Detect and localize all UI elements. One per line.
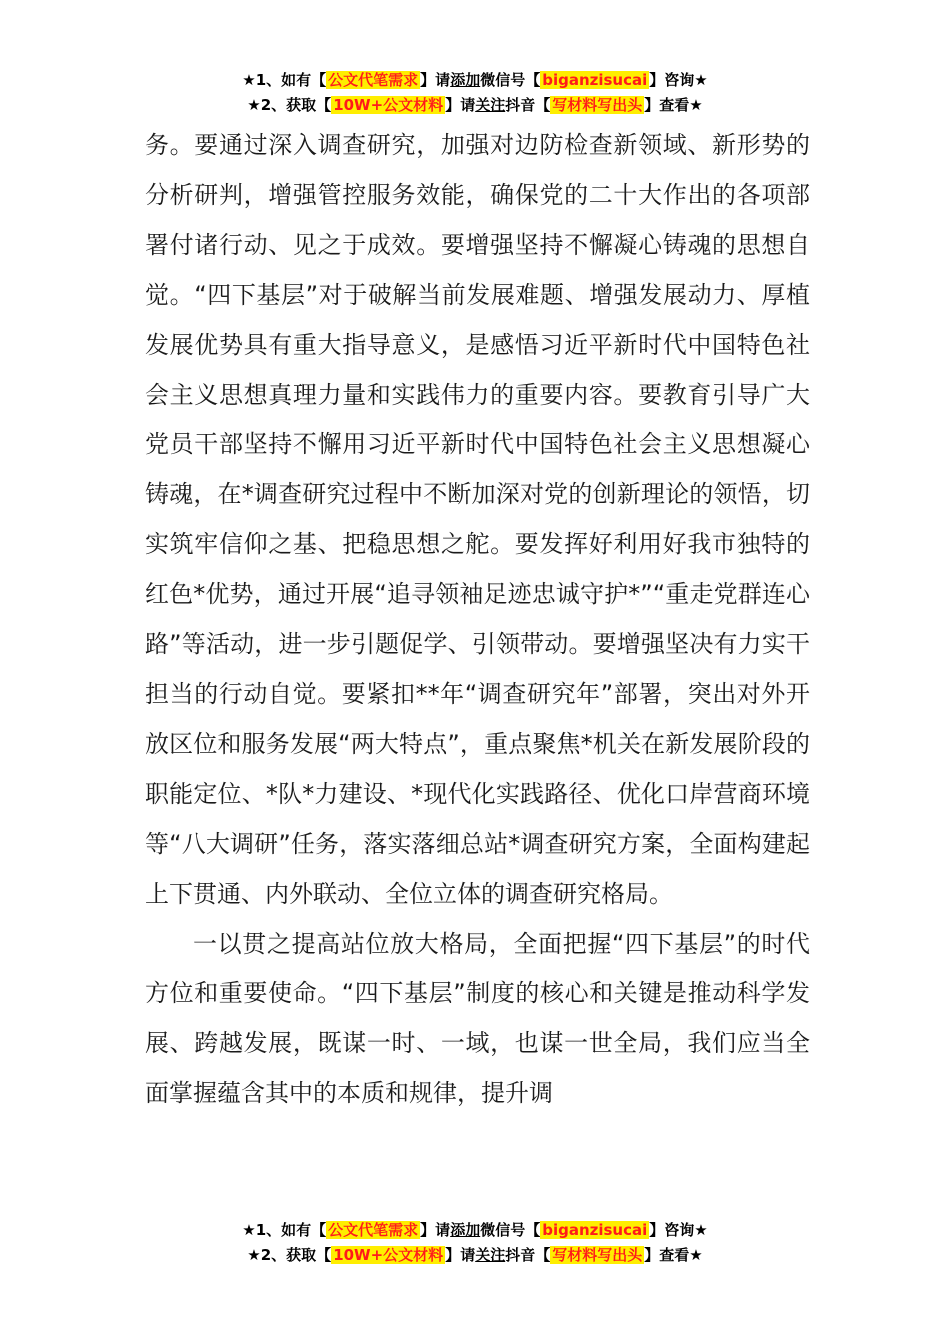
promo-text: ★1、如有【	[242, 71, 327, 89]
promo-line-2	[0, 93, 950, 118]
promo-banner-bottom	[0, 1218, 950, 1268]
promo-line-1	[0, 1218, 950, 1243]
promo-douyin-id: 写材料写出头	[552, 1246, 643, 1264]
promo-emphasis: 添加	[450, 71, 481, 89]
promo-text: 抖音【	[505, 96, 551, 114]
promo-text: 】咨询★	[649, 71, 708, 89]
promo-text: 】请	[420, 71, 451, 89]
promo-wechat-id: biganzisucai	[542, 71, 648, 89]
paragraph-2: 一以贯之提高站位放大格局，全面把握“四下基层”的时代方位和重要使命。“四下基层”制度的核心和关键是推动科学发展、跨越发展，既谋一时、一域，也谋一世全局，我们应当全面掌握蕴含其中的本质和规律，提升调	[145, 929, 810, 1108]
promo-emphasis: 关注	[475, 96, 506, 114]
promo-highlight: 公文代笔需求	[328, 1221, 419, 1239]
promo-line-1	[0, 68, 950, 93]
promo-text: 】查看★	[644, 1246, 703, 1264]
promo-text: 】查看★	[644, 96, 703, 114]
promo-line-2	[0, 1243, 950, 1268]
promo-emphasis: 添加	[450, 1221, 481, 1239]
promo-text: ★1、如有【	[242, 1221, 327, 1239]
promo-text: 】请	[420, 1221, 451, 1239]
promo-highlight: 10W+公文材料	[333, 96, 444, 114]
promo-text: 抖音【	[505, 1246, 551, 1264]
document-body	[145, 121, 810, 1119]
promo-text: 】请	[445, 1246, 476, 1264]
promo-text: 微信号【	[480, 1221, 541, 1239]
promo-highlight: 10W+公文材料	[333, 1246, 444, 1264]
promo-banner-top	[0, 68, 950, 118]
promo-douyin-id: 写材料写出头	[552, 96, 643, 114]
promo-text: 】请	[445, 96, 476, 114]
promo-highlight: 公文代笔需求	[328, 71, 419, 89]
promo-text: 】咨询★	[649, 1221, 708, 1239]
promo-emphasis: 关注	[475, 1246, 506, 1264]
promo-text: ★2、获取【	[247, 1246, 332, 1264]
paragraph-1: 务。要通过深入调查研究，加强对边防检查新领域、新形势的分析研判，增强管控服务效能，确保党的二十大作出的各项部署付诸行动、见之于成效。要增强坚持不懈凝心铸魂的思想自觉。“四下基层”对于破解当前发展难题、增强发展动力、厚植发展优势具有重大指导意义，是感悟习近平新时代中国特色社会主义思想真理力量和实践伟力的重要内容。要教育引导广大党员干部坚持不懈用习近平新时代中国特色社会主义思想凝心铸魂，在*调查研究过程中不断加深对党的创新理论的领悟，切实筑牢信仰之基、把稳思想之舵。要发挥好利用好我市独特的红色*优势，通过开展“追寻领袖足迹忠诚守护*”“重走党群连心路”等活动，进一步引题促学、引领带动。要增强坚决有力实干担当的行动自觉。要紧扣**年“调查研究年”部署，突出对外开放区位和服务发展“两大特点”，重点聚焦*机关在新发展阶段的职能定位、*队*力建设、*现代化实践路径、优化口岸营商环境等“八大调研”任务，落实落细总站*调查研究方案，全面构建起上下贯通、内外联动、全位立体的调查研究格局。	[145, 131, 810, 908]
promo-wechat-id: biganzisucai	[542, 1221, 648, 1239]
promo-text: 微信号【	[480, 71, 541, 89]
promo-text: ★2、获取【	[247, 96, 332, 114]
